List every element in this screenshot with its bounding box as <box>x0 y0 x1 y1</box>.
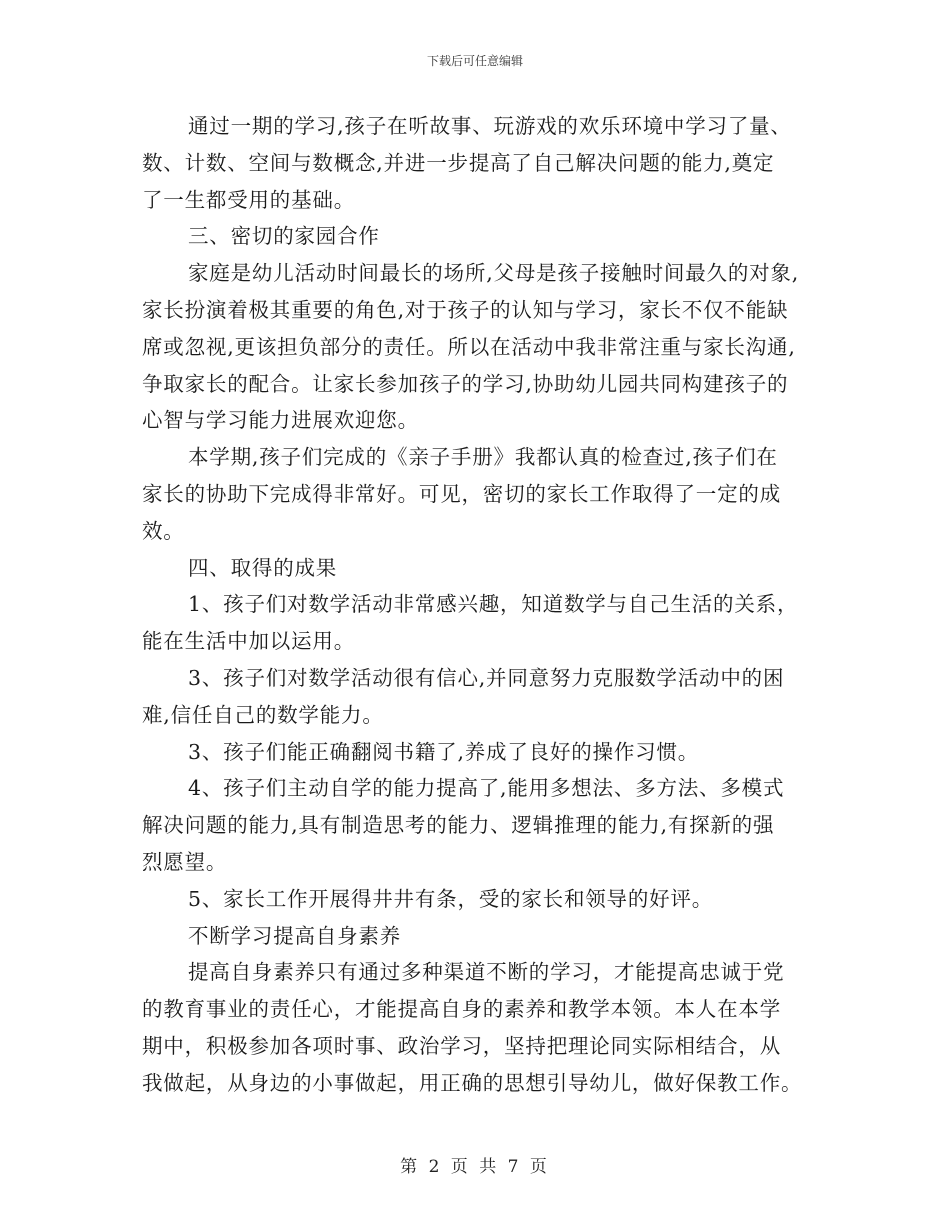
text-line: 了一生都受用的基础。 <box>142 187 355 212</box>
text-line: 三、密切的家园合作 <box>188 224 380 249</box>
text-line: 难,信任自己的数学能力。 <box>142 702 384 727</box>
body-text <box>142 108 812 1102</box>
text-line: 本学期,孩子们完成的《亲子手册》我都认真的检查过,孩子们在 <box>188 445 778 470</box>
text-line: 烈愿望。 <box>142 849 228 874</box>
text-line: 期中，积极参加各项时事、政治学习，坚持把理论同实际相结合，从 <box>142 1033 781 1058</box>
text-line: 的教育事业的责任心，才能提高自身的素养和教学本领。本人在本学 <box>142 997 781 1022</box>
text-line: 争取家长的配合。让家长参加孩子的学习,协助幼儿园共同构建孩子的 <box>142 371 789 396</box>
text-line: 席或忽视,更该担负部分的责任。所以在活动中我非常注重与家长沟通, <box>142 334 796 359</box>
text-line: 家长的协助下完成得非常好。可见，密切的家长工作取得了一定的成 <box>142 481 781 506</box>
text-line: 我做起，从身边的小事做起，用正确的思想引导幼儿，做好保教工作。 <box>142 1070 803 1095</box>
text-line: 4、孩子们主动自学的能力提高了,能用多想法、多方法、多模式 <box>188 776 785 801</box>
text-line: 心智与学习能力进展欢迎您。 <box>142 408 419 433</box>
text-line: 家长扮演着极其重要的角色,对于孩子的认知与学习，家长不仅不能缺 <box>142 297 789 322</box>
text-line: 四、取得的成果 <box>188 555 338 580</box>
text-line: 效。 <box>142 518 185 543</box>
page-footer: 第 2 页 共 7 页 <box>400 1157 550 1177</box>
text-line: 通过一期的学习,孩子在听故事、玩游戏的欢乐环境中学习了量、 <box>188 114 792 138</box>
text-line: 1、孩子们对数学活动非常感兴趣，知道数学与自己生活的关系， <box>188 592 799 617</box>
text-line: 家庭是幼儿活动时间最长的场所,父母是孩子接触时间最久的对象, <box>188 261 800 286</box>
text-line: 能在生活中加以运用。 <box>142 629 355 654</box>
text-line: 不断学习提高自身素养 <box>188 923 401 948</box>
text-line: 5、家长工作开展得井井有条，受的家长和领导的好评。 <box>188 886 714 911</box>
text-line: 解决问题的能力,具有制造思考的能力、逻辑推理的能力,有探新的强 <box>142 813 775 838</box>
text-line: 提高自身素养只有通过多种渠道不断的学习，才能提高忠诚于党 <box>188 960 785 985</box>
text-line: 3、孩子们能正确翻阅书籍了,养成了良好的操作习惯。 <box>188 739 700 764</box>
page-header: 下载后可任意编辑 <box>426 54 523 68</box>
text-line: 数、计数、空间与数概念,并进一步提高了自己解决问题的能力,奠定 <box>142 150 775 175</box>
text-line: 3、孩子们对数学活动很有信心,并同意努力克服数学活动中的困 <box>188 665 785 690</box>
